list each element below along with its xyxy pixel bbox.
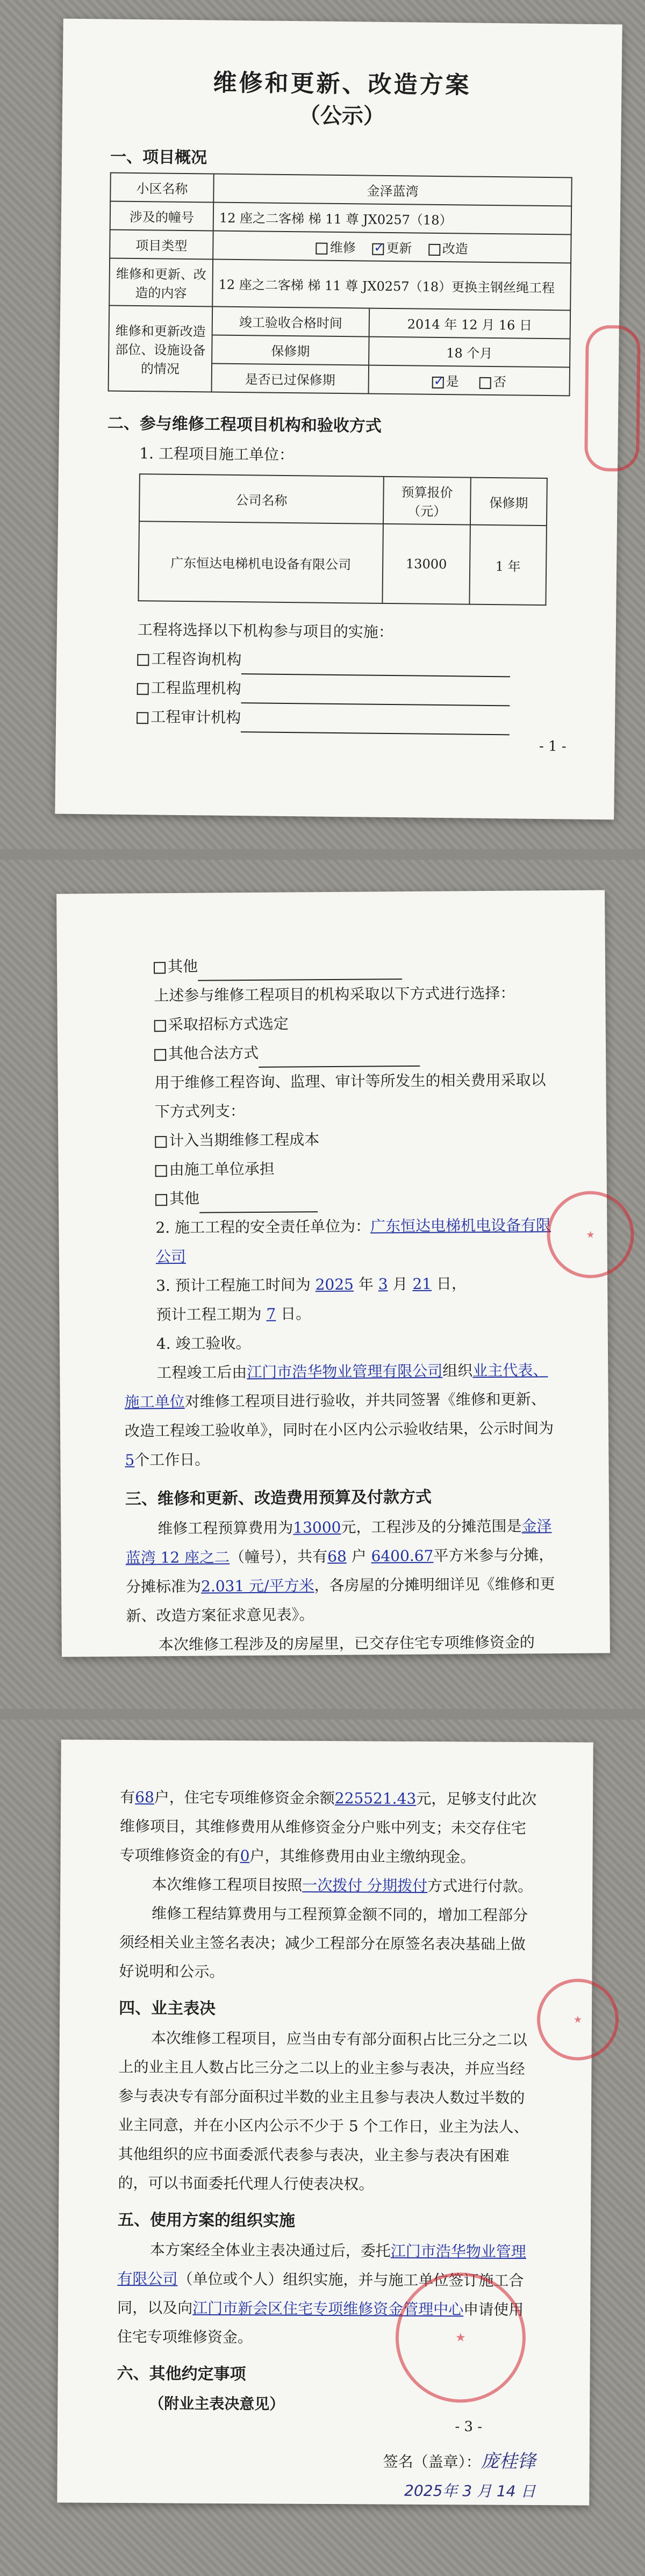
fund-mid: 户，住宅专项维修资金余额 — [154, 1788, 335, 1808]
page-number: - 3 - — [455, 2419, 483, 2435]
section-4-heading: 四、业主表决 — [119, 1998, 216, 2018]
scope-value: 金泽蓝湾 12 座之二 — [125, 1517, 552, 1567]
selection-intro: 上述参与维修工程项目的机构采取以下方式进行选择： — [154, 984, 515, 1005]
impl-org: 江门市浩华物业管理有限公司 — [117, 2242, 526, 2288]
budget-pre: 维修工程预算费用为 — [157, 1519, 293, 1538]
checkbox-update[interactable] — [372, 243, 384, 255]
start-day: 21 — [412, 1275, 432, 1293]
item-1: 1. 工程项目施工单位： — [139, 444, 295, 464]
fund-balance: 225521.43 — [334, 1789, 417, 1808]
checkbox-other-legal[interactable] — [154, 1049, 166, 1061]
area-value: 6400.67 — [371, 1546, 434, 1565]
checkbox-consulting[interactable] — [137, 654, 149, 666]
community-value: 金泽蓝湾 — [213, 174, 572, 206]
scope-mid: （幢号），共有 — [230, 1548, 328, 1566]
acceptance-pre: 工程竣工后由 — [156, 1363, 247, 1382]
section-2-heading: 二、参与维修工程项目机构和验收方式 — [107, 414, 382, 436]
fund-tail: 户，其维修费用由业主缴纳现金。 — [249, 1847, 476, 1866]
difference-paragraph: 维修工程结算费用与工程预算金额不同的，增加工程部分须经相关业主签名表决；减少工程部分在原签名表决基础上做好说明和公示。 — [119, 1904, 528, 1981]
households-count: 68 — [327, 1547, 347, 1566]
community-label: 小区名称 — [110, 173, 214, 203]
impl-mid: （单位或个人）组织实施，并与施工单位签订施工合同，以及向 — [117, 2270, 524, 2317]
bidding-label: 采取招标方式选定 — [168, 1014, 289, 1034]
cost-intro: 用于维修工程咨询、监理、审计等所发生的相关费用采取以下方式列支： — [154, 1071, 546, 1121]
org-supervision-line — [104, 673, 567, 707]
other-label: 其他 — [167, 957, 198, 976]
checkbox-supervision[interactable] — [137, 683, 149, 695]
checkbox-renovation[interactable] — [428, 243, 440, 255]
fund-households: 68 — [135, 1788, 154, 1807]
acceptance-value: 2014 年 12 月 16 日 — [369, 308, 571, 339]
signature-line — [117, 2445, 536, 2477]
item-2-label: 2. 施工工程的安全责任单位为： — [155, 1217, 371, 1237]
page-number: - 1 - — [539, 738, 567, 755]
checkbox-other[interactable] — [154, 962, 166, 974]
acceptance-parties: 业主代表、施工单位 — [124, 1361, 548, 1411]
option-yes: 是 — [446, 374, 459, 390]
item-3-label: 3. 预计工程施工时间为 — [156, 1276, 311, 1295]
in-warranty-options — [368, 365, 570, 396]
red-seal-stamp: ★ — [547, 1191, 634, 1278]
table-row — [109, 258, 571, 311]
contractor-table — [138, 473, 547, 606]
area-mid: 平方米参与分摊，分摊标准为 — [125, 1546, 554, 1596]
acceptance-days: 5 — [125, 1451, 135, 1469]
duration-label: 预计工程工期为 — [156, 1305, 262, 1324]
safety-unit-value: 广东恒达电梯机电设备有限公司 — [155, 1216, 551, 1266]
type-option-renovation: 改造 — [442, 241, 468, 257]
item-2 — [123, 1211, 554, 1272]
org-audit-label: 工程审计机构 — [150, 708, 241, 727]
start-year: 2025 — [315, 1275, 354, 1294]
payment-paragraph — [119, 1870, 539, 1901]
detail-text: 各房屋的分摊明细详见《维修和更新、改造方案征求意见表》。 — [126, 1575, 555, 1625]
col-header-company: 公司名称 — [139, 474, 384, 524]
fund-intro: 本次维修工程涉及的房屋里，已交存住宅专项维修资金的 — [158, 1633, 535, 1654]
impl-end: 申请使用住宅专项维修资金。 — [117, 2300, 524, 2347]
cost-option-2-label: 由施工单位承担 — [169, 1160, 275, 1179]
document-subtitle: （公示） — [298, 103, 385, 129]
signature-date: 2025年 3 月 14 日 — [404, 2481, 536, 2501]
company-name-cell: 广东恒达电梯机电设备有限公司 — [138, 521, 383, 603]
type-option-repair: 维修 — [329, 240, 356, 256]
fund-paragraph — [119, 1783, 539, 1872]
document-page-2 — [56, 890, 610, 1657]
building-value: 12 座之二客梯 梯 11 尊 JX0257（18） — [213, 203, 572, 235]
type-option-update: 更新 — [386, 240, 412, 256]
checkbox-yes[interactable] — [432, 376, 444, 388]
situation-label: 维修和更新改造部位、设施设备的情况 — [109, 306, 213, 392]
checkbox-cost-2[interactable] — [155, 1165, 167, 1177]
col-header-budget: 预算报价（元） — [383, 477, 471, 525]
acceptance-label: 竣工验收合格时间 — [212, 307, 370, 337]
payment-pre: 本次维修工程项目按照 — [152, 1875, 303, 1894]
impl-pre: 本方案经全体业主表决通过后，委托 — [149, 2241, 391, 2260]
document-page-3 — [57, 1739, 593, 2505]
org-supervision-label: 工程监理机构 — [150, 679, 241, 698]
table-row — [139, 474, 547, 526]
table-row — [109, 306, 571, 339]
checkbox-bidding[interactable] — [154, 1020, 166, 1032]
type-label: 项目类型 — [110, 230, 213, 260]
budget-mid: 元，工程涉及的分摊范围是 — [341, 1517, 522, 1536]
bidding-option-line — [122, 1008, 552, 1040]
col-header-warranty: 保修期 — [470, 478, 547, 526]
document-page-1 — [55, 19, 622, 820]
budget-paragraph: 维修工程预算费用为13000元，工程涉及的分摊范围是金泽蓝湾 12 座之二（幢号），共有68 户 6400.67平方米参与分摊，分摊标准为2.031 元/平方米，各房屋的分摊明细详见《维修和更新、改造方案征求意见表》。 — [125, 1517, 555, 1625]
start-month: 3 — [378, 1275, 388, 1293]
item-3-duration: 预计工程工期为 7 日。 — [156, 1305, 311, 1324]
org-consulting-line — [105, 644, 568, 678]
acceptance-org: 江门市浩华物业管理有限公司 — [247, 1362, 443, 1381]
partial-seal-stamp — [584, 325, 641, 472]
acceptance-rest: 对维修工程项目进行验收，并共同签署《维修和更新、改造工程竣工验收单》，同时在小区内公示验收结果，公示时间为 — [124, 1390, 554, 1440]
section-3-heading: 三、维修和更新、改造费用预算及付款方式 — [125, 1487, 432, 1509]
acceptance-mid: 组织 — [442, 1362, 473, 1380]
cost-option-1-label: 计入当期维修工程成本 — [169, 1131, 320, 1150]
other-orgs-intro: 工程将选择以下机构参与项目的实施： — [137, 621, 394, 642]
item-3: 3. 预计工程施工时间为 2025 年 3 月 21 日， — [156, 1275, 467, 1295]
budget-value: 13000 — [293, 1518, 341, 1537]
checkbox-cost-3[interactable] — [155, 1194, 167, 1206]
table-row — [110, 173, 572, 206]
partial-seal-stamp: ★ — [537, 1978, 619, 2061]
other-legal-label: 其他合法方式 — [168, 1044, 259, 1063]
blank-line — [241, 731, 510, 735]
building-label: 涉及的幢号 — [110, 202, 214, 231]
cost-option-3 — [123, 1182, 553, 1214]
fund-none-count: 0 — [240, 1847, 250, 1865]
signature-label: 签名（盖章）： — [383, 2452, 481, 2471]
payment-end: 方式进行付款。 — [427, 1876, 533, 1896]
duration-days: 7 — [266, 1305, 276, 1323]
warranty-value: 18 个月 — [369, 337, 570, 368]
acceptance-end: 个工作日。 — [134, 1450, 210, 1469]
project-type-options — [213, 231, 571, 263]
content-value: 12 座之二客梯 梯 11 尊 JX0257（18）更换主钢丝绳工程 — [212, 260, 571, 311]
checkbox-cost-1[interactable] — [155, 1136, 167, 1148]
document-title: 维修和更新、改造方案 — [213, 69, 471, 99]
cost-option-3-label: 其他 — [169, 1189, 200, 1208]
table-row — [110, 202, 572, 235]
cost-option-1 — [123, 1124, 553, 1156]
fund-pre: 有 — [120, 1788, 135, 1807]
other-option-line — [121, 949, 551, 982]
fund-end: 元，足够支付此次维修项目，其维修费用从维修资金分户账中列支；未交存住宅专项维修资金的有 — [119, 1789, 537, 1865]
vote-paragraph: 本次维修工程项目，应当由专有部分面积占比三分之二以上的业主且人数占比三分之二以上的业主参与表决，并应当经参与表决专有部分面积过半数的业主且参与表决人数过半数的业主同意，并在小区内公示不少于 5 个工作日，业主为法人、其他组织的应书面委派代表参与表决，业主参与表决有困难的，可以书面委托代理人行使表决权。 — [118, 2029, 529, 2193]
company-seal-stamp: ★ — [395, 2272, 526, 2403]
table-row — [138, 521, 547, 605]
attachment-note: （附业主表决意见） — [149, 2394, 285, 2413]
rate-value: 2.031 元/平方米 — [200, 1577, 314, 1595]
other-legal-option-line — [122, 1037, 552, 1069]
checkbox-repair[interactable] — [316, 242, 328, 254]
org-consulting-label: 工程咨询机构 — [151, 650, 242, 669]
checkbox-no[interactable] — [479, 377, 491, 388]
impl-center: 江门市新会区住宅专项维修资金管理中心 — [192, 2299, 464, 2319]
org-audit-line — [104, 702, 567, 736]
section-5-heading: 五、使用方案的组织实施 — [117, 2210, 296, 2230]
item-4: 4. 竣工验收。 — [156, 1334, 251, 1353]
warranty-cell: 1 年 — [469, 525, 547, 605]
section-6-heading: 六、其他约定事项 — [117, 2364, 246, 2384]
project-overview-table — [108, 172, 572, 397]
section-1-heading: 一、项目概况 — [110, 147, 207, 168]
in-warranty-label: 是否已过保修期 — [212, 364, 369, 394]
warranty-label: 保修期 — [212, 335, 369, 365]
cost-option-2 — [123, 1153, 553, 1185]
budget-cell: 13000 — [382, 524, 470, 605]
content-label: 维修和更新、改造的内容 — [109, 258, 213, 307]
checkbox-audit[interactable] — [137, 712, 148, 724]
table-row — [110, 230, 571, 263]
signature: 庞桂锋 — [481, 2450, 536, 2473]
option-no: 否 — [493, 375, 506, 390]
payment-method: 一次拨付 分期拨付 — [302, 1876, 428, 1895]
acceptance-paragraph — [124, 1356, 555, 1475]
